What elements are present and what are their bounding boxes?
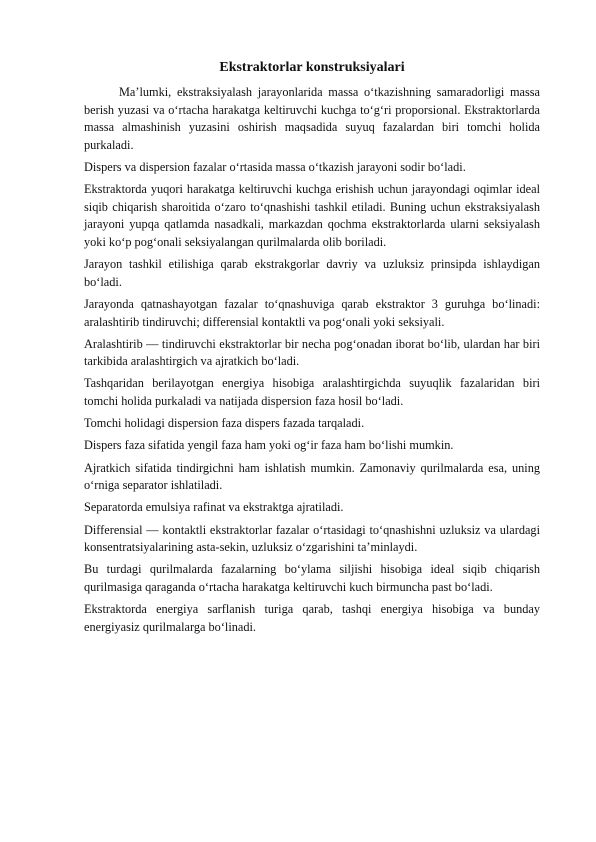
paragraph: Dispers va dispersion fazalar o‘rtasida massa o‘tkazish jarayoni sodir bo‘ladi. <box>84 159 466 174</box>
paragraph: Aralashtirib — tindiruvchi ekstraktorlar bir necha pog‘onadan iborat bo‘lib, ulardan har biri tarkibida aralashtirgich va ajratkich bo‘ladi. <box>84 336 540 369</box>
paragraph: Jarayon tashkil etilishiga qarab ekstrakgorlar davriy va uzluksiz prinsipda ishlaydigan bo‘ladi. <box>84 257 540 289</box>
paragraph: Differensial — kontaktli ekstraktorlar fazalar o‘rtasidagi to‘qnashishni uzluksiz va ulardagi konsentratsiyalarining asta-sekin, uzluksiz o‘zgarishini ta’minlaydi. <box>84 522 540 555</box>
paragraph: Ekstraktorda yuqori harakatga keltiruvchi kuchga erishish uchun jarayondagi oqimlar ideal siqib chiqarish sharoitida o‘zaro to‘qnashishi tashkil etiladi. Buning uchun ekstraksiyalash jarayoni yupqa qatlamda nasadkali, markazdan qochma ekstraktorlarda ularni seksiyalash yoki ko‘p pog‘onali seksiyalangan qurilmalarda olib boriladi. <box>84 182 540 249</box>
paragraph: Tomchi holidagi dispersion faza dispers fazada tarqaladi. <box>84 416 365 431</box>
document-title: Ekstraktorlar konstruksiyalari <box>219 60 405 75</box>
paragraph-intro: Ma’lumki, ekstraksiyalash jarayonlarida massa o‘tkazishning samaradorligi massa berish yuzasi va o‘rtacha harakatga keltiruvchi kuchga to‘g‘ri proporsional. Ekstraktorlarda massa almashinish yuzasini oshirish maqsadida suyuq fazalardan biri tomchi holida purkaladi. <box>84 85 540 152</box>
paragraph: Ajratkich sifatida tindirgichni ham ishlatish mumkin. Zamonaviy qurilmalarda esa, uning o‘rniga separator ishlatiladi. <box>84 460 540 493</box>
paragraph: Tashqaridan berilayotgan energiya hisobiga aralashtirgichda suyuqlik fazalaridan biri tomchi holida purkaladi va natijada dispersion faza hosil bo‘ladi. <box>84 376 540 409</box>
paragraph: Ekstraktorda energiya sarflanish turiga qarab, tashqi energiya hisobiga va bunday energiyasiz qurilmalarga bo‘linadi. <box>84 602 540 634</box>
paragraph: Dispers faza sifatida yengil faza ham yoki og‘ir faza ham bo‘lishi mumkin. <box>84 438 454 453</box>
paragraph: Bu turdagi qurilmalarda fazalarning bo‘ylama siljishi hisobiga ideal siqib chiqarish qurilmasiga qaraganda o‘rtacha harakatga keltiruvchi kuch birmuncha past bo‘ladi. <box>84 562 540 594</box>
paragraph: Separatorda emulsiya rafinat va ekstraktga ajratiladi. <box>84 500 344 515</box>
paragraph: Jarayonda qatnashayotgan fazalar to‘qnashuviga qarab ekstraktor 3 guruhga bo‘linadi: aralashtirib tindiruvchi; differensial kontaktli va pog‘onali yoki seksiyali. <box>84 296 540 329</box>
